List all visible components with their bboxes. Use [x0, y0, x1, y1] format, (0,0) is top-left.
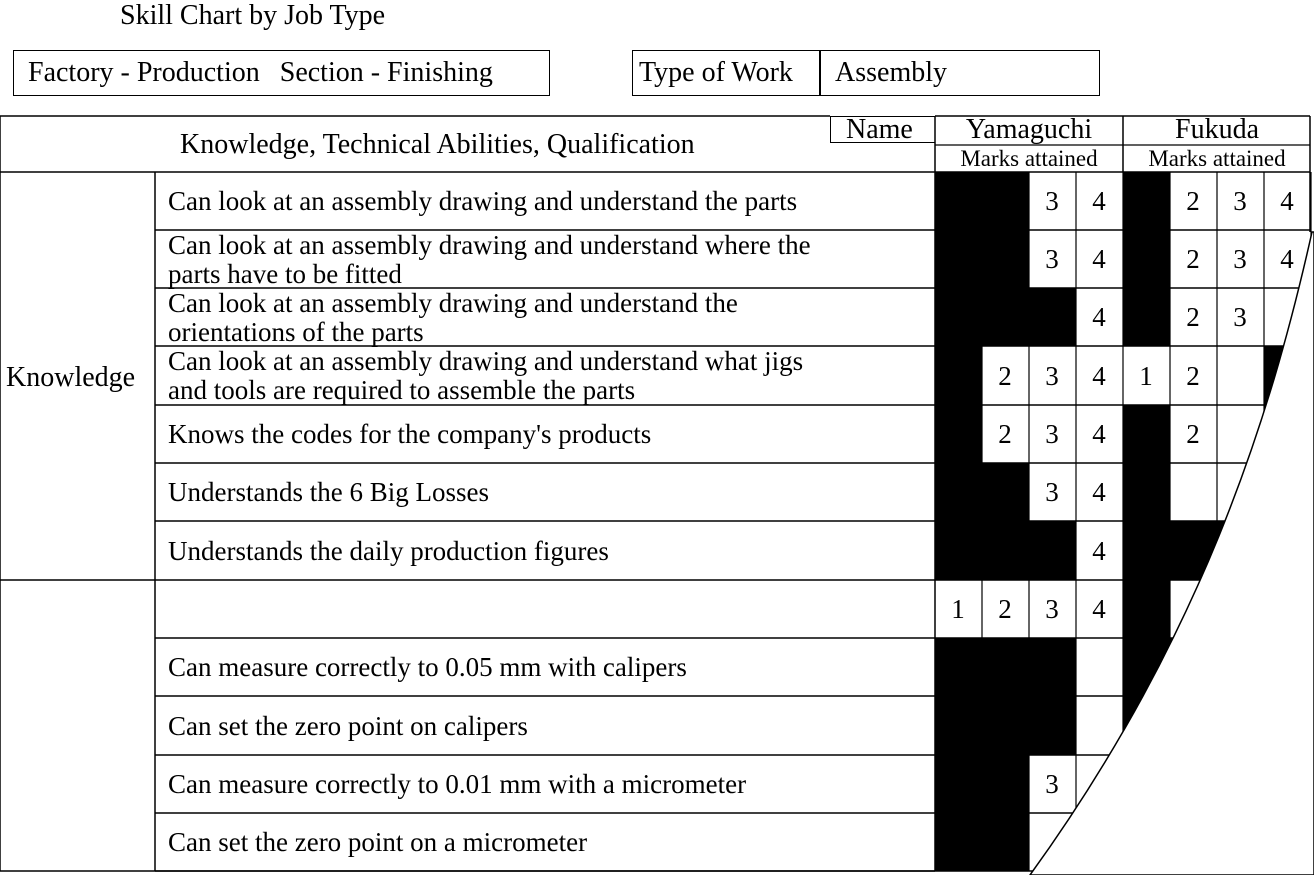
score-cell [982, 813, 1029, 871]
score-cell [935, 696, 982, 755]
score-cell [1123, 521, 1170, 580]
score-value: 1 [1139, 360, 1153, 391]
marks-label-fukuda: Marks attained [1148, 146, 1286, 171]
score-cell [935, 405, 982, 463]
score-cell [1123, 405, 1170, 463]
skill-description: Can measure correctly to 0.05 mm with calipers [168, 652, 687, 682]
chart-title: Skill Chart by Job Type [120, 0, 386, 31]
score-cell [1123, 230, 1170, 288]
score-value: 4 [1092, 186, 1106, 216]
name-label: Name [846, 114, 913, 145]
score-value: 4 [1280, 244, 1294, 274]
score-cell [935, 755, 982, 813]
skill-description: Knows the codes for the company's products [168, 419, 652, 449]
score-value: 3 [1045, 769, 1059, 799]
type-of-work-value: Assembly [835, 57, 947, 88]
score-cell [935, 230, 982, 288]
score-cell [1123, 172, 1170, 230]
score-value: 2 [1186, 419, 1200, 449]
score-value: 2 [1186, 360, 1200, 391]
score-value: 2 [998, 594, 1012, 624]
person-name-yamaguchi: Yamaguchi [965, 114, 1093, 145]
factory-label: Factory - Production [28, 57, 260, 88]
score-value: 4 [1092, 360, 1106, 391]
score-value: 3 [1045, 477, 1059, 507]
skill-description: orientations of the parts [168, 317, 424, 347]
score-value: 3 [1045, 360, 1059, 391]
section-label: Section - Finishing [279, 57, 493, 88]
score-cell [982, 288, 1029, 346]
category-label-knowledge: Knowledge [6, 362, 136, 393]
score-cell [935, 172, 982, 230]
score-cell [935, 521, 982, 580]
score-value: 1 [951, 594, 965, 624]
skill-description: Understands the 6 Big Losses [168, 477, 489, 507]
skill-description: Can set the zero point on a micrometer [168, 827, 588, 857]
score-cell [935, 813, 982, 871]
score-value: 4 [1092, 244, 1106, 274]
score-cell [982, 755, 1029, 813]
skill-description: Can set the zero point on calipers [168, 710, 528, 741]
score-value: 3 [1233, 244, 1247, 274]
score-value: 4 [1092, 419, 1106, 449]
score-value: 2 [1186, 244, 1200, 274]
skill-description: Can look at an assembly drawing and understand where the [168, 230, 811, 260]
score-value: 3 [1045, 419, 1059, 449]
score-cell [1076, 638, 1123, 696]
score-value: 4 [1092, 477, 1106, 507]
skill-description: parts have to be fitted [168, 259, 402, 289]
score-cell [982, 463, 1029, 521]
score-value: 3 [1233, 186, 1247, 216]
score-cell [1123, 463, 1170, 521]
score-cell [1029, 288, 1076, 346]
skill-description: and tools are required to assemble the parts [168, 375, 636, 405]
score-cell [982, 696, 1029, 755]
marks-label-yamaguchi: Marks attained [960, 146, 1098, 171]
column-title: Knowledge, Technical Abilities, Qualification [180, 129, 695, 160]
score-value: 4 [1092, 302, 1106, 332]
score-cell [982, 638, 1029, 696]
skill-description: Can look at an assembly drawing and understand what jigs [168, 346, 804, 376]
skill-description: Can look at an assembly drawing and understand the [168, 288, 738, 318]
score-cell [1217, 346, 1264, 405]
score-value: 4 [1092, 535, 1106, 566]
score-value: 2 [998, 360, 1012, 391]
skill-description: Can measure correctly to 0.01 mm with a micrometer [168, 769, 747, 799]
score-cell [1123, 580, 1170, 638]
person-name-fukuda: Fukuda [1175, 114, 1259, 145]
score-cell [982, 521, 1029, 580]
skill-description: Understands the daily production figures [168, 535, 609, 566]
score-cell [935, 638, 982, 696]
score-value: 2 [1186, 302, 1200, 332]
score-value: 2 [1186, 186, 1200, 216]
score-cell [982, 172, 1029, 230]
type-of-work-label: Type of Work [639, 57, 793, 88]
score-value: 3 [1045, 594, 1059, 624]
score-value: 4 [1092, 594, 1106, 624]
score-value: 4 [1280, 186, 1294, 216]
score-cell [935, 463, 982, 521]
score-cell [1123, 288, 1170, 346]
score-value: 3 [1045, 244, 1059, 274]
score-cell [1029, 638, 1076, 696]
skill-description: Can look at an assembly drawing and understand the parts [168, 186, 798, 216]
score-value: 3 [1233, 302, 1247, 332]
score-value: 3 [1045, 186, 1059, 216]
score-cell [935, 346, 982, 405]
score-cell [935, 288, 982, 346]
score-cell [982, 230, 1029, 288]
score-cell [1029, 696, 1076, 755]
score-cell [1170, 463, 1217, 521]
score-cell [1029, 521, 1076, 580]
score-value: 2 [998, 419, 1012, 449]
